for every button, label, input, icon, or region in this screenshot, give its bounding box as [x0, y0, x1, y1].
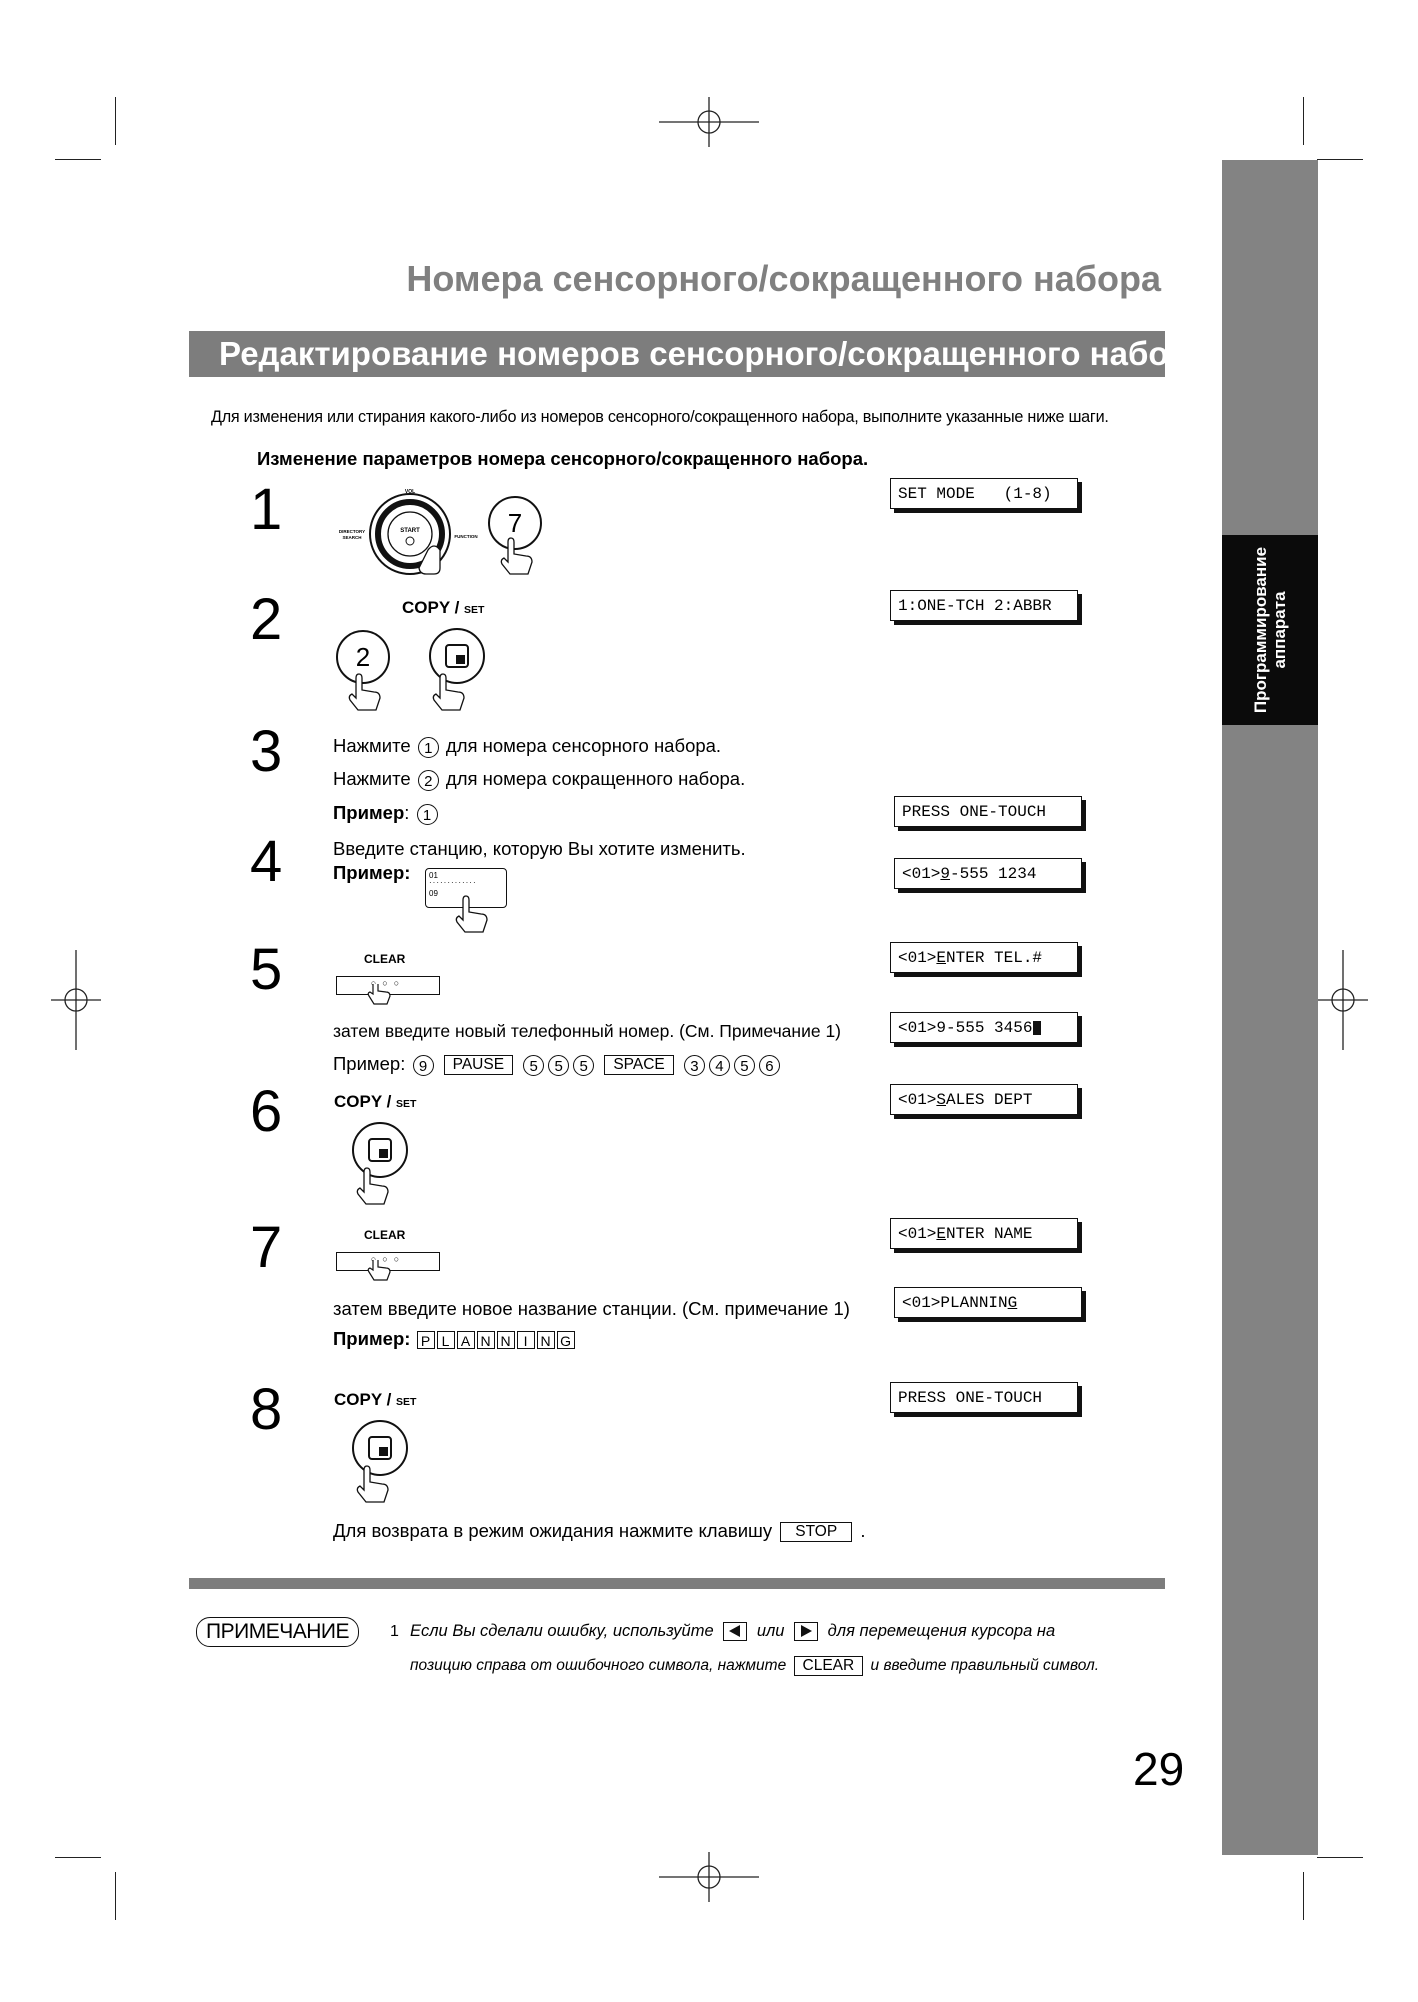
- step-7-text: затем введите новое название станции. (См. примечание 1): [333, 1298, 850, 1319]
- copy-set-label: COPY / SET: [334, 1092, 417, 1111]
- step-4-example-label: Пример:: [333, 862, 411, 883]
- right-arrow-icon: [794, 1622, 818, 1641]
- left-arrow-icon: [723, 1622, 747, 1641]
- stop-key: STOP: [780, 1522, 852, 1542]
- copy-icon: [368, 1138, 392, 1162]
- lcd-step-8: PRESS ONE-TOUCH: [890, 1382, 1078, 1413]
- key-2-button[interactable]: 2: [336, 630, 390, 684]
- lcd-step-7-prompt: <01>ENTER NAME: [890, 1218, 1078, 1249]
- clear-label: CLEAR: [364, 1228, 406, 1242]
- lcd-step-2: 1:ONE-TCH 2:ABBR: [890, 590, 1078, 621]
- step-3-example: Пример: 1: [333, 802, 440, 825]
- step-2-number: 2: [250, 587, 283, 652]
- intro-text: Для изменения или стирания какого-либо из номеров сенсорного/сокращенного набора, выполните указанные ниже шаги.: [211, 408, 1109, 426]
- note-number: 1: [390, 1623, 399, 1640]
- lcd-step-4: <01>9-555 1234: [894, 858, 1082, 889]
- step-5-text: затем введите новый телефонный номер. (См. Примечание 1): [333, 1021, 842, 1041]
- subheading: Изменение параметров номера сенсорного/сокращенного набора.: [257, 448, 869, 469]
- step-3-line-2: Нажмите 2 для номера сокращенного набора.: [333, 768, 746, 790]
- function-label: FUNCTION: [454, 534, 478, 539]
- sidebar-bar: [1222, 160, 1318, 1855]
- finger-icon: [367, 984, 393, 1006]
- finger-icon: [367, 1260, 393, 1282]
- directory-label: DIRECTORY: [338, 529, 366, 534]
- lcd-step-6: <01>SALES DEPT: [890, 1084, 1078, 1115]
- panel-label-bottom: 09: [429, 889, 438, 898]
- step-3-number: 3: [250, 719, 283, 784]
- panel-dots: ·············: [429, 878, 477, 887]
- note-line-2: позицию справа от ошибочного символа, нажмите CLEAR и введите правильный символ.: [410, 1657, 1100, 1675]
- registration-mark-bottom: [659, 1852, 759, 1902]
- clear-label: CLEAR: [364, 952, 406, 966]
- step-4-number: 4: [250, 829, 283, 894]
- lcd-step-7-name: <01>PLANNING: [894, 1287, 1082, 1318]
- note-line-1: Если Вы сделали ошибку, используйте или для перемещения курсора на: [410, 1622, 1056, 1640]
- section-divider: [189, 1578, 1165, 1589]
- panel-label-top: 01: [429, 871, 438, 880]
- step-7-number: 7: [250, 1215, 283, 1280]
- copy-icon: [368, 1436, 392, 1460]
- clear-key: CLEAR: [794, 1656, 864, 1676]
- finger-icon: [432, 676, 468, 716]
- navigation-dial-icon: [330, 488, 478, 578]
- lcd-step-1: SET MODE (1-8): [890, 478, 1078, 509]
- finger-icon: [500, 540, 536, 580]
- copy-set-label: COPY / SET: [402, 598, 485, 617]
- step-1-number: 1: [250, 477, 283, 542]
- lcd-step-3: PRESS ONE-TOUCH: [894, 796, 1082, 827]
- return-instruction: Для возврата в режим ожидания нажмите клавишу STOP .: [333, 1520, 866, 1541]
- step-7-example: Пример: P L A N N I N G: [333, 1328, 576, 1350]
- step-3-line-1: Нажмите 1 для номера сенсорного набора.: [333, 735, 722, 757]
- section-title: Номера сенсорного/сокращенного набора: [406, 258, 1161, 299]
- registration-mark-right: [1318, 950, 1368, 1050]
- note-label: ПРИМЕЧАНИЕ: [196, 1617, 359, 1647]
- lcd-step-5-prompt: <01>ENTER TEL.#: [890, 942, 1078, 973]
- clear-button[interactable]: ○○○: [336, 1252, 440, 1271]
- start-key-label: START: [400, 528, 420, 534]
- key-7-button[interactable]: 7: [488, 496, 542, 550]
- vol-label: VOL: [404, 489, 416, 495]
- sidebar-tab-label: Программирование аппарата: [1251, 546, 1289, 714]
- step-5-number: 5: [250, 937, 283, 1002]
- page-number: 29: [1133, 1743, 1185, 1795]
- finger-icon: [356, 1170, 392, 1210]
- clear-button[interactable]: ○○○: [336, 976, 440, 995]
- registration-mark-left: [51, 950, 101, 1050]
- registration-mark-top: [659, 97, 759, 147]
- finger-icon: [455, 898, 491, 938]
- finger-icon: [348, 676, 384, 716]
- copy-set-label: COPY / SET: [334, 1390, 417, 1409]
- page-banner: Редактирование номеров сенсорного/сокращенного набора: [189, 331, 1165, 377]
- step-8-number: 8: [250, 1377, 283, 1442]
- cursor-block: [1033, 1021, 1041, 1035]
- copy-icon: [445, 644, 469, 668]
- step-5-example: Пример: 9 PAUSE 5 5 5 SPACE 3 4 5 6: [333, 1053, 782, 1076]
- lcd-step-5-number: <01>9-555 3456: [890, 1012, 1078, 1043]
- step-4-text: Введите станцию, которую Вы хотите изменить.: [333, 838, 746, 859]
- search-label: SEARCH: [342, 535, 362, 540]
- step-6-number: 6: [250, 1079, 283, 1144]
- finger-icon: [356, 1468, 392, 1508]
